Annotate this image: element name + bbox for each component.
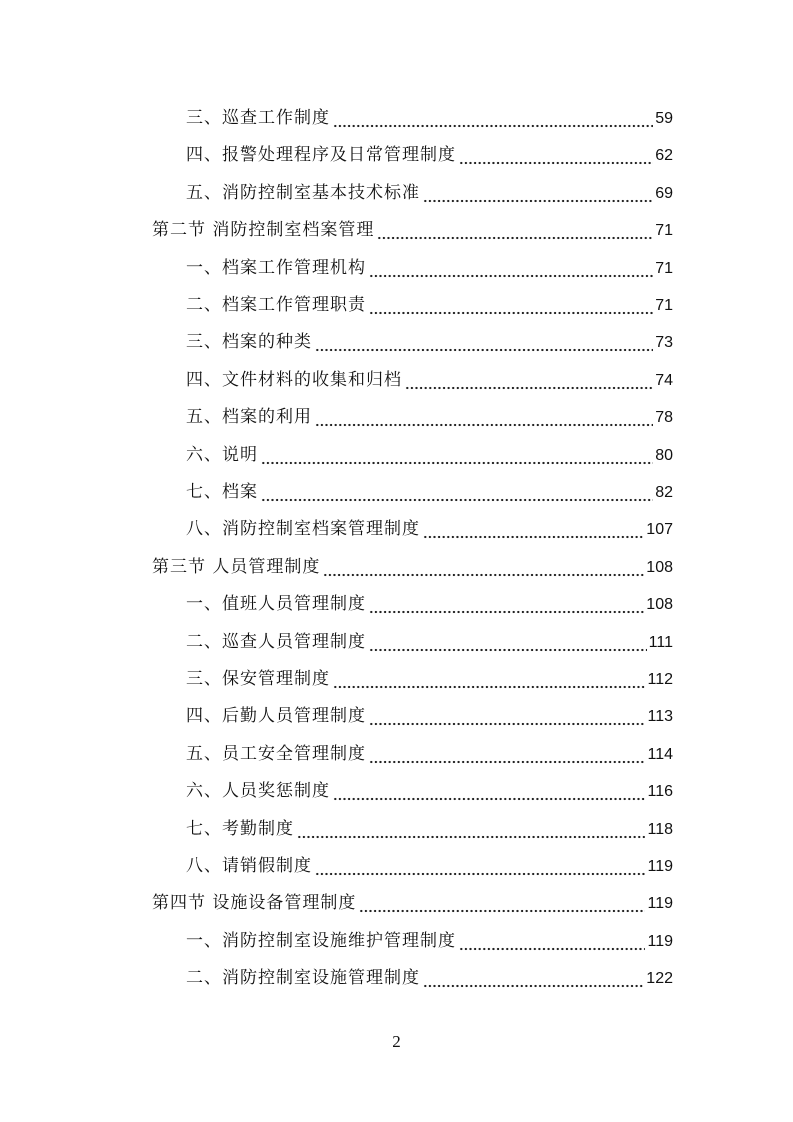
toc-entry — [186, 437, 673, 474]
toc-entry — [186, 848, 673, 885]
toc-entry — [186, 250, 673, 287]
toc-entry-label: 五、员工安全管理制度 — [186, 743, 366, 764]
toc-entry-label: 八、请销假制度 — [186, 856, 312, 876]
toc-entry-label: 六、人员奖惩制度 — [186, 781, 330, 802]
toc-dot-leader — [315, 324, 653, 361]
toc-dot-leader — [297, 811, 645, 848]
toc-entry-label: 第三节 人员管理制度 — [152, 556, 321, 577]
toc-dot-leader — [423, 511, 644, 548]
toc-dot-leader — [261, 437, 653, 474]
toc-dot-leader — [323, 549, 644, 586]
toc-entry-label: 四、后勤人员管理制度 — [186, 706, 366, 727]
toc-dot-leader — [315, 399, 653, 436]
toc-entry — [186, 175, 673, 212]
toc-entry — [186, 100, 673, 137]
toc-entry — [186, 474, 673, 511]
toc-entry-page: 118 — [647, 820, 673, 838]
toc-entry-label: 一、消防控制室设施维护管理制度 — [186, 930, 456, 951]
toc-entry-label: 第四节 设施设备管理制度 — [152, 893, 357, 914]
toc-entry — [186, 287, 673, 324]
toc-entry-page: 80 — [655, 446, 673, 464]
toc-entry-page: 107 — [646, 521, 673, 539]
toc-entry-page: 82 — [655, 484, 673, 501]
toc-entry-page: 71 — [655, 259, 673, 277]
toc-entry-page: 78 — [655, 409, 673, 427]
toc-dot-leader — [369, 287, 653, 324]
toc-entry-page: 62 — [655, 147, 673, 165]
toc-entry-label: 二、消防控制室设施管理制度 — [186, 968, 420, 989]
toc-entry-label: 七、档案 — [186, 482, 258, 502]
toc-entry-label: 七、考勤制度 — [186, 818, 294, 839]
toc-dot-leader — [423, 175, 653, 212]
toc-entry-label: 一、值班人员管理制度 — [186, 594, 366, 615]
toc-entry-page: 74 — [655, 371, 673, 389]
toc-entry — [186, 324, 673, 361]
toc-entry — [186, 586, 673, 623]
toc-dot-leader — [459, 923, 645, 960]
toc-entry-label: 第二节 消防控制室档案管理 — [152, 220, 375, 241]
toc-dot-leader — [359, 885, 645, 922]
toc-dot-leader — [333, 773, 645, 810]
toc-entry — [186, 661, 673, 698]
toc-entry-page: 71 — [655, 222, 673, 240]
toc-entry-page: 59 — [655, 110, 673, 127]
toc-dot-leader — [459, 137, 653, 174]
toc-entry — [152, 212, 673, 249]
toc-dot-leader — [261, 474, 653, 511]
toc-entry-page: 108 — [646, 558, 673, 576]
toc-dot-leader — [377, 212, 653, 249]
toc-entry-page: 73 — [655, 334, 673, 352]
toc-entry-page: 119 — [647, 932, 673, 950]
toc-entry-page: 113 — [647, 708, 673, 726]
toc-entry-page: 116 — [647, 783, 673, 801]
toc-entry-label: 四、报警处理程序及日常管理制度 — [186, 145, 456, 166]
toc-entry — [186, 511, 673, 548]
toc-entry — [186, 362, 673, 399]
toc-entry-label: 六、说明 — [186, 444, 258, 465]
toc-entry-page: 114 — [647, 745, 673, 763]
toc-entry-label: 三、保安管理制度 — [186, 669, 330, 689]
toc-dot-leader — [369, 250, 653, 287]
toc-entry — [186, 811, 673, 848]
toc-dot-leader — [333, 661, 645, 698]
toc-entry-label: 五、消防控制室基本技术标准 — [186, 182, 420, 203]
toc-dot-leader — [369, 586, 644, 623]
toc-entry — [152, 549, 673, 586]
toc-entry — [186, 773, 673, 810]
toc-entry — [186, 736, 673, 773]
toc-entry-page: 108 — [646, 596, 673, 614]
toc-entry — [186, 137, 673, 174]
toc-entry — [186, 923, 673, 960]
toc-entry-page: 111 — [648, 633, 673, 651]
toc-entry-label: 二、巡查人员管理制度 — [186, 631, 366, 652]
toc-entry-label: 三、档案的种类 — [186, 332, 312, 353]
toc-entry-page: 122 — [646, 970, 673, 988]
toc-entry-page: 71 — [655, 297, 673, 314]
toc-dot-leader — [423, 960, 644, 997]
page-number: 2 — [392, 1032, 401, 1051]
toc-entry-label: 三、巡查工作制度 — [186, 108, 330, 128]
toc-dot-leader — [315, 848, 645, 885]
toc-entry — [186, 960, 673, 997]
toc-entry-label: 一、档案工作管理机构 — [186, 257, 366, 278]
toc-dot-leader — [333, 100, 653, 137]
toc-entry-page: 69 — [655, 184, 673, 202]
toc-entry-label: 五、档案的利用 — [186, 407, 312, 428]
toc-entry-label: 四、文件材料的收集和归档 — [186, 369, 402, 390]
toc-dot-leader — [369, 624, 647, 661]
toc-entry-page: 112 — [647, 671, 673, 688]
toc-dot-leader — [369, 736, 645, 773]
toc-entry-page: 119 — [647, 858, 673, 875]
toc-dot-leader — [405, 362, 653, 399]
toc-entry — [186, 624, 673, 661]
toc-entry — [186, 399, 673, 436]
toc-entry-label: 二、档案工作管理职责 — [186, 295, 366, 315]
toc-entry-label: 八、消防控制室档案管理制度 — [186, 519, 420, 540]
toc-dot-leader — [369, 698, 645, 735]
toc-entry-page: 119 — [647, 895, 673, 913]
toc-entry — [186, 698, 673, 735]
toc-entry — [152, 885, 673, 922]
